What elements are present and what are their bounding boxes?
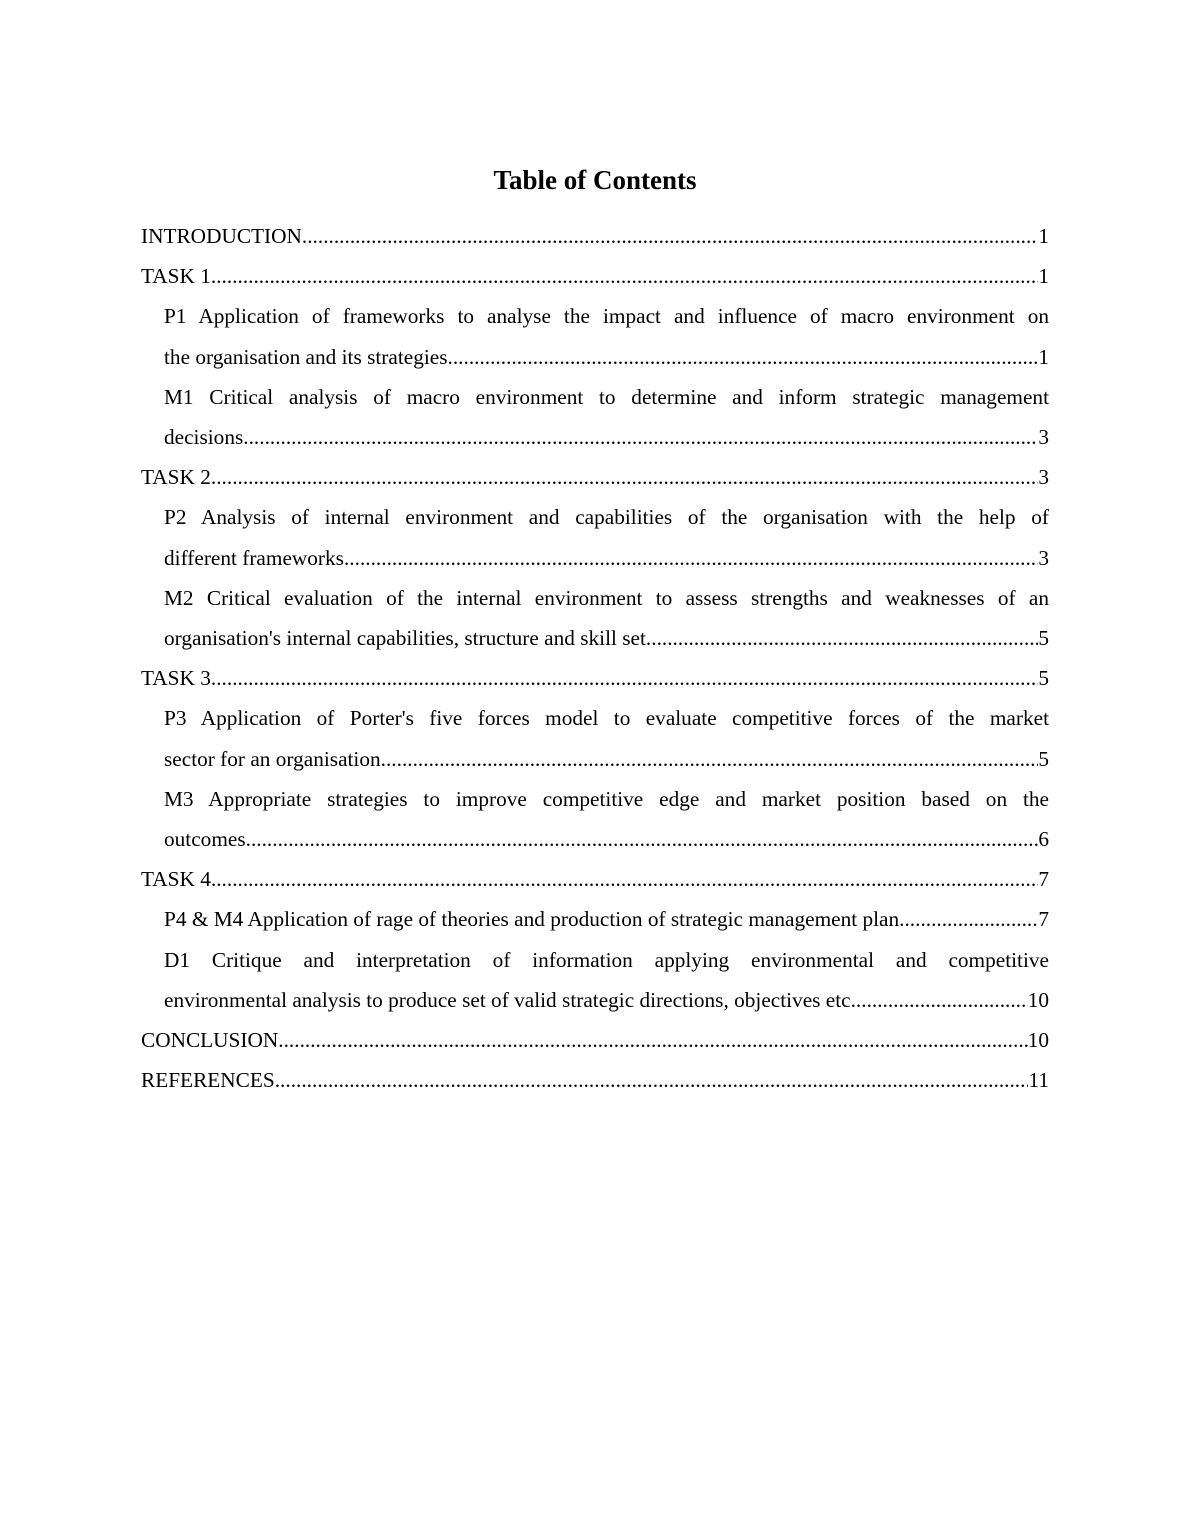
toc-entry-label: TASK 4 [141, 867, 211, 892]
toc-entry-text-line: M3 Appropriate strategies to improve competitive edge and market position based on the [164, 786, 1049, 811]
toc-list [141, 216, 1049, 1100]
toc-entry[interactable] [141, 859, 1049, 899]
toc-entry-leader-line [141, 859, 1049, 899]
toc-entry-label: TASK 1 [141, 264, 211, 289]
toc-entry-text-line: M1 Critical analysis of macro environment to determine and inform strategic management [164, 384, 1049, 409]
toc-page-number: 1 [1038, 224, 1049, 248]
dot-leader [211, 457, 1038, 497]
toc-entry[interactable] [141, 457, 1049, 497]
toc-entry-text-line: M2 Critical evaluation of the internal environment to assess strengths and weaknesses of an [164, 585, 1049, 610]
toc-page-number: 3 [1038, 425, 1049, 450]
toc-page-number: 3 [1038, 465, 1049, 490]
toc-entry-leader-line [141, 256, 1049, 296]
toc-entry-label: TASK 2 [141, 465, 211, 490]
toc-entry-text-line: D1 Critique and interpretation of information applying environmental and competitive [164, 947, 1049, 972]
dot-leader [899, 899, 1038, 939]
toc-entry-leader-line [164, 337, 1049, 377]
toc-entry-label: decisions [164, 425, 244, 450]
toc-title: Table of Contents [493, 165, 697, 195]
toc-entry-leader-line [164, 417, 1049, 457]
toc-entry-label: environmental analysis to produce set of valid strategic directions, objectives etc [164, 987, 851, 1012]
toc-entry-leader-line [141, 457, 1049, 497]
toc-entry-leader-line [164, 819, 1049, 859]
toc-entry[interactable] [141, 216, 1049, 256]
toc-page-number: 11 [1028, 1068, 1049, 1093]
toc-entry-text-line: P3 Application of Porter's five forces model to evaluate competitive forces of the market [164, 706, 1049, 731]
toc-page-number: 10 [1027, 987, 1049, 1012]
toc-entry[interactable] [164, 377, 1049, 457]
dot-leader [275, 1060, 1029, 1100]
dot-leader [211, 256, 1038, 296]
toc-entry-text-line: P1 Application of frameworks to analyse the impact and influence of macro environment on [164, 304, 1049, 329]
toc-page-number: 1 [1038, 344, 1049, 369]
toc-page-number: 3 [1038, 545, 1049, 570]
dot-leader [851, 980, 1028, 1020]
document-page [141, 160, 1049, 1100]
toc-entry[interactable] [164, 497, 1049, 577]
toc-entry-label: outcomes [164, 827, 246, 852]
toc-entry[interactable] [141, 256, 1049, 296]
toc-entry[interactable] [164, 899, 1049, 939]
dot-leader [646, 618, 1038, 658]
toc-entry[interactable] [164, 296, 1049, 376]
toc-entry-label: the organisation and its strategies [164, 344, 448, 369]
toc-entry-leader-line [141, 1020, 1049, 1060]
toc-entry-label: INTRODUCTION [141, 224, 302, 248]
toc-page-number: 1 [1038, 264, 1049, 289]
toc-entry-text-line: P2 Analysis of internal environment and capabilities of the organisation with the help of [164, 505, 1049, 530]
toc-entry-label: TASK 3 [141, 666, 211, 691]
toc-entry-label: organisation's internal capabilities, structure and skill set [164, 626, 646, 651]
dot-leader [344, 538, 1038, 578]
dot-leader [302, 216, 1038, 256]
toc-entry[interactable] [141, 658, 1049, 698]
toc-entry[interactable] [164, 578, 1049, 658]
toc-entry-label: CONCLUSION [141, 1028, 279, 1053]
toc-entry-leader-line [164, 980, 1049, 1020]
toc-entry[interactable] [164, 940, 1049, 1020]
toc-entry[interactable] [141, 1020, 1049, 1060]
dot-leader [211, 658, 1038, 698]
toc-entry-leader-line [164, 538, 1049, 578]
toc-entry-leader-line [164, 618, 1049, 658]
toc-entry-label: REFERENCES [141, 1068, 275, 1093]
toc-entry-leader-line [141, 1060, 1049, 1100]
toc-page-number: 5 [1038, 666, 1049, 691]
toc-page-number: 6 [1038, 827, 1049, 852]
toc-entry[interactable] [164, 698, 1049, 778]
dot-leader [246, 819, 1039, 859]
dot-leader [278, 1020, 1027, 1060]
toc-page-number: 5 [1038, 626, 1049, 651]
dot-leader [381, 739, 1039, 779]
toc-entry[interactable] [141, 1060, 1049, 1100]
dot-leader [243, 417, 1038, 457]
toc-entry-leader-line [164, 739, 1049, 779]
toc-entry[interactable] [164, 779, 1049, 859]
toc-page-number: 7 [1038, 867, 1049, 892]
toc-entry-leader-line [141, 658, 1049, 698]
toc-entry-label: P4 & M4 Application of rage of theories and production of strategic management plan [164, 907, 900, 932]
toc-page-number: 10 [1027, 1028, 1049, 1053]
toc-page-number: 7 [1038, 907, 1049, 932]
toc-entry-label: different frameworks [164, 545, 344, 570]
toc-entry-leader-line [164, 899, 1049, 939]
dot-leader [448, 337, 1039, 377]
dot-leader [211, 859, 1038, 899]
toc-entry-leader-line [141, 216, 1049, 256]
toc-page-number: 5 [1038, 746, 1049, 771]
toc-entry-label: sector for an organisation [164, 746, 381, 771]
